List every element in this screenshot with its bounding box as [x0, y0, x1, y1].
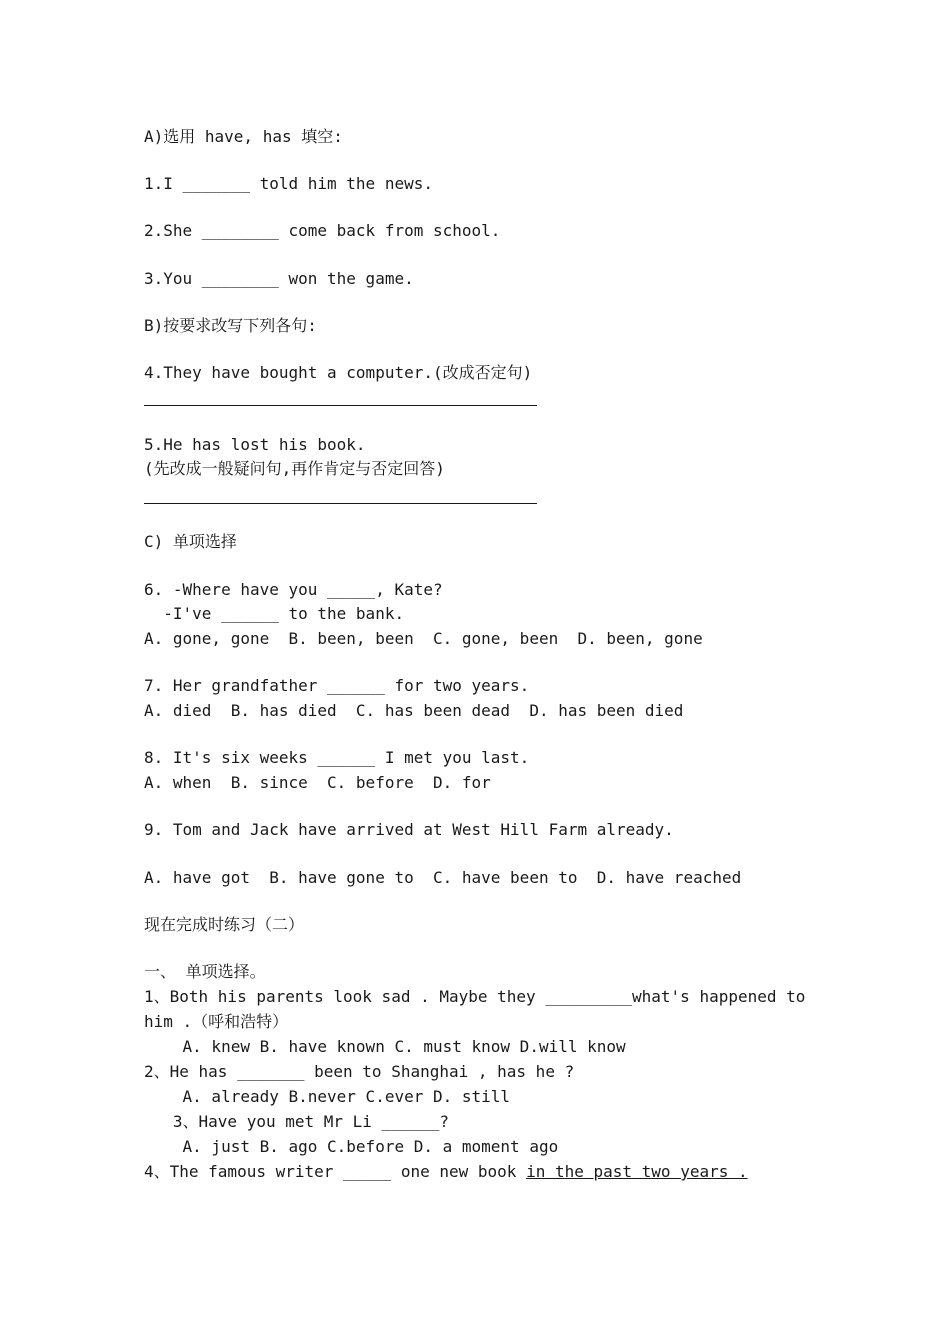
section-b-heading: B)按要求改写下列各句:: [144, 316, 317, 335]
question-3: 3.You ________ won the game.: [144, 269, 414, 288]
part-two-question-1-line-1: 1、Both his parents look sad . Maybe they _________what's happened to: [144, 987, 806, 1006]
part-two-question-1-options: A. knew B. have known C. must know D.will know: [144, 1037, 626, 1056]
part-two-question-2-line-1: 2、He has _______ been to Shanghai , has he ?: [144, 1062, 575, 1081]
question-8-options: A. when B. since C. before D. for: [144, 773, 491, 792]
part-two-title: 现在完成时练习（二）: [144, 915, 305, 934]
question-1: 1.I _______ told him the news.: [144, 174, 433, 193]
part-two-question-2-options: A. already B.never C.ever D. still: [144, 1087, 511, 1106]
question-5-line-1: 5.He has lost his book.: [144, 435, 366, 454]
section-a-heading: A)选用 have, has 填空:: [144, 127, 343, 146]
question-9-line-1: 9. Tom and Jack have arrived at West Hill Farm already.: [144, 820, 674, 839]
answer-line-4: [144, 405, 537, 406]
part-two-question-3-options: A. just B. ago C.before D. a moment ago: [144, 1137, 559, 1156]
question-2: 2.She ________ come back from school.: [144, 221, 501, 240]
question-5-line-2: (先改成一般疑问句,再作肯定与否定回答): [144, 459, 445, 478]
section-c-heading: C) 单项选择: [144, 532, 237, 551]
question-7-line-1: 7. Her grandfather ______ for two years.: [144, 676, 530, 695]
question-6-line-1: 6. -Where have you _____, Kate?: [144, 580, 443, 599]
question-4: 4.They have bought a computer.(改成否定句): [144, 363, 533, 382]
part-two-question-4-underlined: in the past two years .: [526, 1162, 748, 1181]
question-7-options: A. died B. has died C. has been dead D. has been died: [144, 701, 684, 720]
question-9-options: A. have got B. have gone to C. have been to D. have reached: [144, 868, 742, 887]
part-two-question-3-line-1: 3、Have you met Mr Li ______?: [144, 1112, 449, 1131]
part-two-question-4: [144, 1162, 748, 1182]
question-6-line-2: -I've ______ to the bank.: [144, 604, 405, 623]
part-two-question-4-text: 4、The famous writer _____ one new book: [144, 1162, 527, 1181]
question-8-line-1: 8. It's six weeks ______ I met you last.: [144, 748, 530, 767]
answer-line-5: [144, 503, 537, 504]
part-two-question-1-line-2: him .（呼和浩特）: [144, 1012, 289, 1031]
question-6-options: A. gone, gone B. been, been C. gone, been D. been, gone: [144, 629, 703, 648]
part-two-heading: 一、 单项选择。: [144, 962, 266, 981]
